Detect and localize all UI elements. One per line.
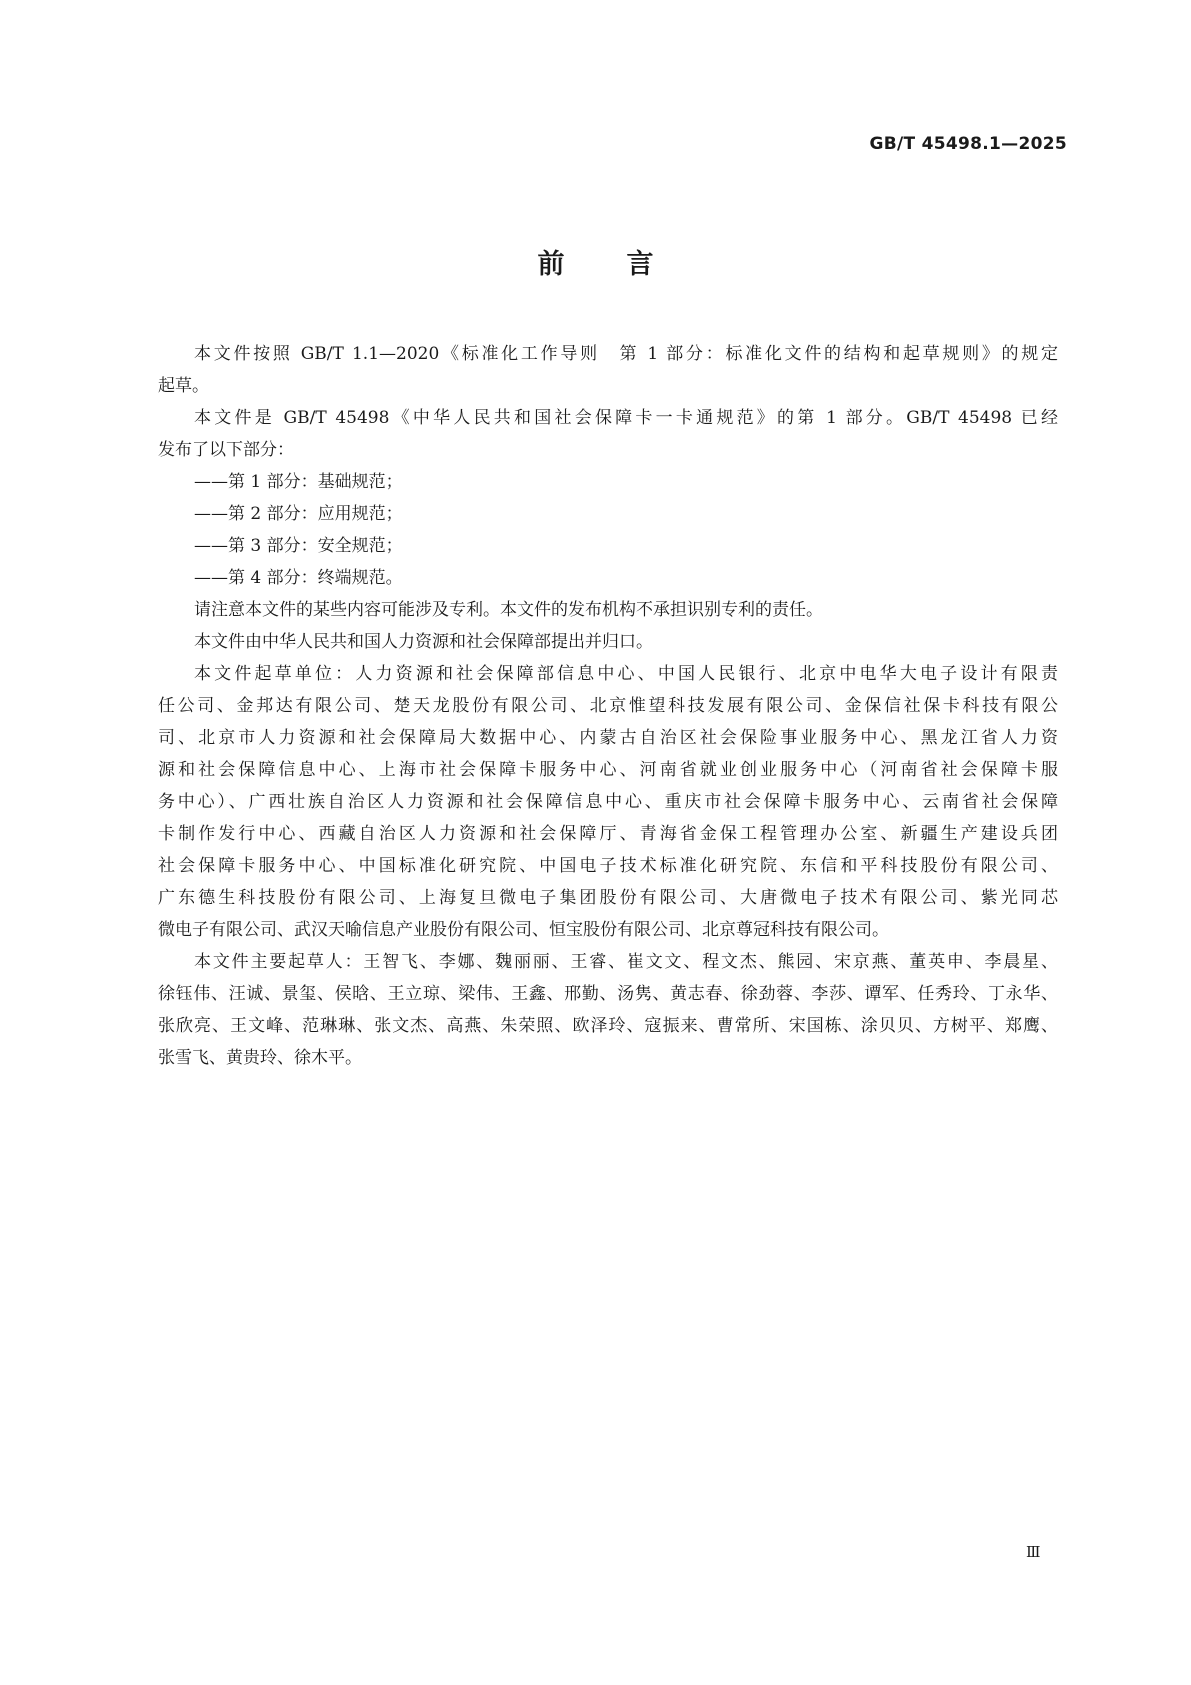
paragraph-line: 微电子有限公司、武汉天喻信息产业股份有限公司、恒宝股份有限公司、北京尊冠科技有限公司。 [158,920,889,940]
paragraph-line: 任公司、金邦达有限公司、楚天龙股份有限公司、北京惟望科技发展有限公司、金保信社保卡科技有限公 [158,696,1058,716]
document-body [158,338,1058,1074]
paragraph-line: 务中心）、广西壮族自治区人力资源和社会保障信息中心、重庆市社会保障卡服务中心、云南省社会保障 [158,792,1058,812]
paragraph-line: 社会保障卡服务中心、中国标准化研究院、中国电子技术标准化研究院、东信和平科技股份有限公司、 [158,856,1058,876]
paragraph-line: ——第 2 部分：应用规范； [194,504,403,524]
paragraph-line: ——第 3 部分：安全规范； [194,536,403,556]
paragraph-line: 本文件由中华人民共和国人力资源和社会保障部提出并归口。 [194,632,653,652]
paragraph-line: ——第 4 部分：终端规范。 [194,568,403,588]
paragraph [158,594,1058,626]
paragraph [158,562,1058,594]
paragraph-line: 请注意本文件的某些内容可能涉及专利。本文件的发布机构不承担识别专利的责任。 [194,600,823,620]
paragraph-line: 广东德生科技股份有限公司、上海复旦微电子集团股份有限公司、大唐微电子技术有限公司、紫光同芯 [158,888,1058,908]
paragraph-line: 起草。 [158,376,209,396]
paragraph [158,658,1058,946]
paragraph [158,402,1058,466]
paragraph-line: ——第 1 部分：基础规范； [194,472,403,492]
page-number: Ⅲ [1026,1543,1041,1561]
standard-number: GB/T 45498.1—2025 [869,134,1067,154]
page-title: 前言 [537,249,716,280]
paragraph [158,498,1058,530]
paragraph [158,530,1058,562]
paragraph-line: 徐钰伟、汪诚、景玺、侯晗、王立琼、梁伟、王鑫、邢勤、汤隽、黄志春、徐劲蓉、李莎、谭军、任秀玲、丁永华、 [158,984,1058,1004]
paragraph-line: 张欣亮、王文峰、范琳琳、张文杰、高燕、朱荣照、欧泽玲、寇振来、曹常所、宋国栋、涂贝贝、方树平、郑鹰、 [158,1016,1058,1036]
paragraph-line: 卡制作发行中心、西藏自治区人力资源和社会保障厅、青海省金保工程管理办公室、新疆生产建设兵团 [158,824,1058,844]
paragraph-line: 张雪飞、黄贵玲、徐木平。 [158,1048,362,1068]
paragraph [158,946,1058,1074]
paragraph-line: 发布了以下部分： [158,440,294,460]
paragraph-line: 本文件按照 GB/T 1.1—2020《标准化工作导则 第 1 部分：标准化文件的结构和起草规则》的规定 [194,344,1058,364]
paragraph [158,338,1058,402]
paragraph [158,626,1058,658]
paragraph-line: 司、北京市人力资源和社会保障局大数据中心、内蒙古自治区社会保险事业服务中心、黑龙江省人力资 [158,728,1058,748]
paragraph [158,466,1058,498]
paragraph-line: 源和社会保障信息中心、上海市社会保障卡服务中心、河南省就业创业服务中心（河南省社会保障卡服 [158,760,1058,780]
paragraph-line: 本文件起草单位：人力资源和社会保障部信息中心、中国人民银行、北京中电华大电子设计有限责 [194,664,1058,684]
paragraph-line: 本文件主要起草人：王智飞、李娜、魏丽丽、王睿、崔文文、程文杰、熊园、宋京燕、董英申、李晨星、 [194,952,1058,972]
paragraph-line: 本文件是 GB/T 45498《中华人民共和国社会保障卡一卡通规范》的第 1 部分。GB/T 45498 已经 [194,408,1058,428]
